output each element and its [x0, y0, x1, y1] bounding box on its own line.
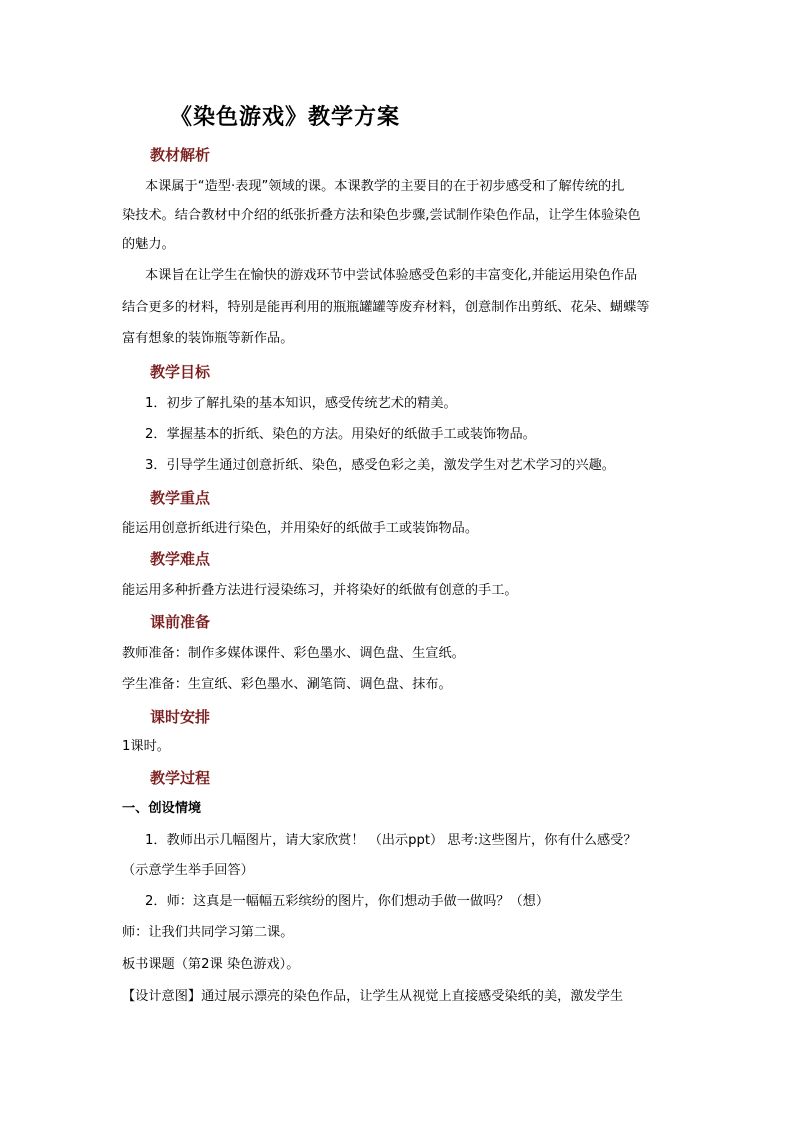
analysis-paragraph-1-line-1: 本课属于“造型·表现”领域的课。本课教学的主要目的在于初步感受和了解传统的扎 — [145, 179, 625, 194]
process-design-intent: 【设计意图】通过展示漂亮的染色作品，让学生从视觉上直接感受染纸的美，激发学生 — [122, 989, 624, 1004]
analysis-paragraph-1-line-2: 染技术。结合教材中介绍的纸张折叠方法和染色步骤,尝试制作染色作品，让学生体验染色 — [122, 208, 641, 223]
analysis-paragraph-2-line-1: 本课旨在让学生在愉快的游戏环节中尝试体验感受色彩的丰富变化,并能运用染色作品 — [145, 268, 638, 283]
process-step-1-line-2: （示意学生举手回答） — [122, 863, 254, 878]
analysis-paragraph-2-line-2: 结合更多的材料，特别是能再利用的瓶瓶罐罐等废弃材料，创意制作出剪纸、花朵、蝴蝶等 — [122, 300, 650, 315]
process-subheading-1: 一、创设情境 — [122, 801, 202, 816]
difficulty-text: 能运用多种折叠方法进行浸染练习，并将染好的纸做有创意的手工。 — [122, 583, 518, 598]
focus-text: 能运用创意折纸进行染色，并用染好的纸做手工或装饰物品。 — [122, 521, 479, 536]
page-title: 《染色游戏》教学方案 — [170, 104, 401, 130]
prep-teacher: 教师准备：制作多媒体课件、彩色墨水、调色盘、生宣纸。 — [122, 646, 465, 661]
goal-item-1: 1．初步了解扎染的基本知识，感受传统艺术的精美。 — [145, 396, 457, 411]
heading-process: 教学过程 — [150, 769, 211, 787]
analysis-paragraph-1-line-3: 的魅力。 — [122, 237, 175, 252]
process-step-1-line-1: 1．教师出示几幅图片，请大家欣赏！ （出示ppt） 思考:这些图片，你有什么感受？ — [145, 833, 637, 848]
heading-focus: 教学重点 — [150, 489, 211, 507]
heading-analysis: 教材解析 — [150, 146, 211, 164]
goal-item-3: 3．引导学生通过创意折纸、染色，感受色彩之美，激发学生对艺术学习的兴趣。 — [145, 458, 615, 473]
heading-schedule: 课时安排 — [150, 708, 211, 726]
heading-difficulty: 教学难点 — [150, 550, 211, 568]
analysis-paragraph-2-line-3: 富有想象的装饰瓶等新作品。 — [122, 331, 294, 346]
process-step-2: 2．师：这真是一幅幅五彩缤纷的图片，你们想动手做一做吗？（想） — [145, 894, 550, 909]
process-step-3: 师：让我们共同学习第二课。 — [122, 925, 294, 940]
heading-prep: 课前准备 — [150, 613, 211, 631]
heading-goals: 教学目标 — [150, 363, 211, 381]
goal-item-2: 2．掌握基本的折纸、染色的方法。用染好的纸做手工或装饰物品。 — [145, 427, 536, 442]
schedule-text: 1课时。 — [122, 739, 170, 754]
prep-student: 学生准备：生宣纸、彩色墨水、涮笔筒、调色盘、抹布。 — [122, 677, 452, 692]
process-step-4: 板书课题（第2课 染色游戏）。 — [122, 957, 300, 972]
